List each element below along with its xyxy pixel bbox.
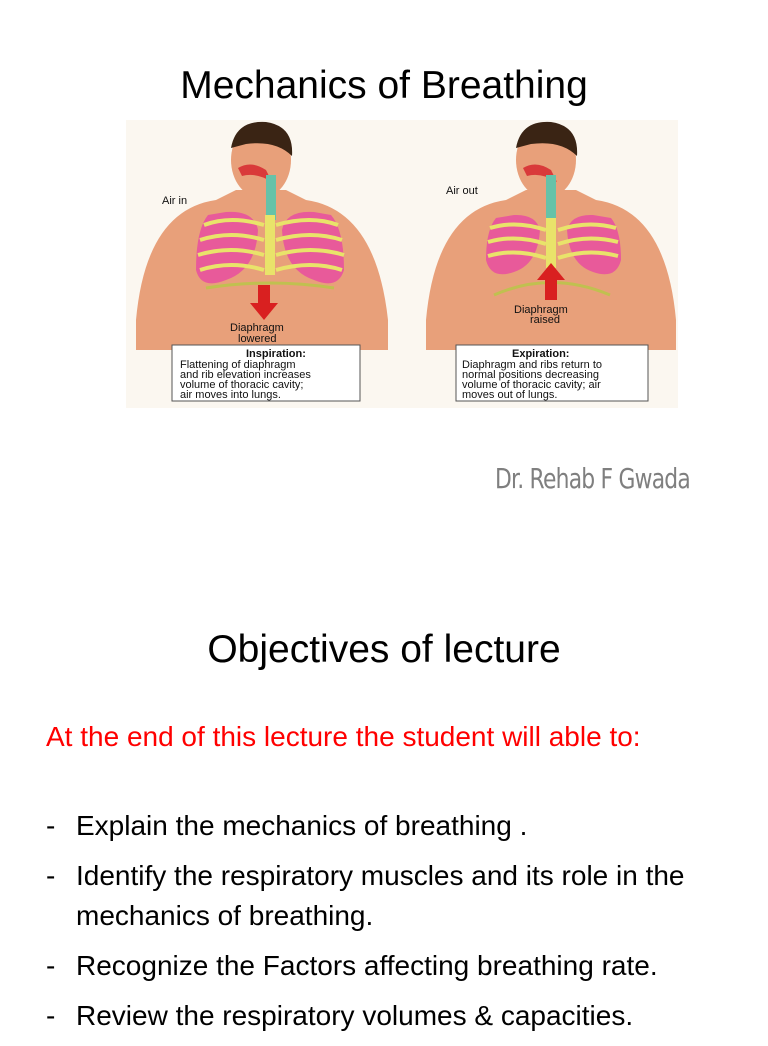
objective-item bbox=[46, 856, 746, 936]
bullet-dash: - bbox=[46, 860, 56, 891]
objective-text: Identify the respiratory muscles and its role in the mechanics of breathing. bbox=[76, 860, 685, 931]
bullet-dash: - bbox=[46, 1000, 56, 1031]
expiration-box-line: moves out of lungs. bbox=[462, 389, 558, 401]
objective-text: Review the respiratory volumes & capacities. bbox=[76, 1000, 634, 1031]
inspiration-box-line: Flattening of diaphragm bbox=[180, 359, 296, 371]
objective-text: Explain the mechanics of breathing . bbox=[76, 810, 528, 841]
diaphragm-lowered-label-line1: Diaphragm bbox=[230, 322, 284, 334]
slide-title: Mechanics of Breathing bbox=[180, 64, 588, 107]
inspiration-box-line: air moves into lungs. bbox=[180, 389, 281, 401]
air-in-label: Air in bbox=[162, 195, 188, 207]
diaphragm-raised-label-line1: Diaphragm bbox=[514, 304, 568, 316]
breathing-mechanics-figure bbox=[126, 120, 678, 408]
bullet-dash: - bbox=[46, 810, 56, 841]
diaphragm-lowered-label-line2: lowered bbox=[238, 333, 277, 345]
objective-item bbox=[46, 946, 746, 986]
inspiration-box-title: Inspiration: bbox=[246, 348, 306, 360]
author-name: Dr. Rehab F Gwada bbox=[495, 462, 690, 495]
inspiration-box-line: and rib elevation increases bbox=[180, 369, 311, 381]
objectives-intro: At the end of this lecture the student will able to: bbox=[46, 721, 641, 752]
objectives-title: Objectives of lecture bbox=[207, 628, 561, 671]
bullet-dash: - bbox=[46, 950, 56, 981]
objective-item bbox=[46, 996, 746, 1036]
expiration-box-line: volume of thoracic cavity; air bbox=[462, 379, 601, 391]
expiration-box-line: Diaphragm and ribs return to bbox=[462, 359, 603, 371]
diaphragm-raised-label-line2: raised bbox=[530, 314, 560, 326]
expiration-box-line: normal positions decreasing bbox=[462, 369, 599, 381]
objective-item bbox=[46, 806, 746, 846]
inspiration-box-line: volume of thoracic cavity; bbox=[180, 379, 304, 391]
expiration-box-title: Expiration: bbox=[512, 348, 570, 360]
objective-text: Recognize the Factors affecting breathing rate. bbox=[76, 950, 658, 981]
objectives-list bbox=[46, 806, 746, 1046]
air-out-label: Air out bbox=[446, 185, 478, 197]
